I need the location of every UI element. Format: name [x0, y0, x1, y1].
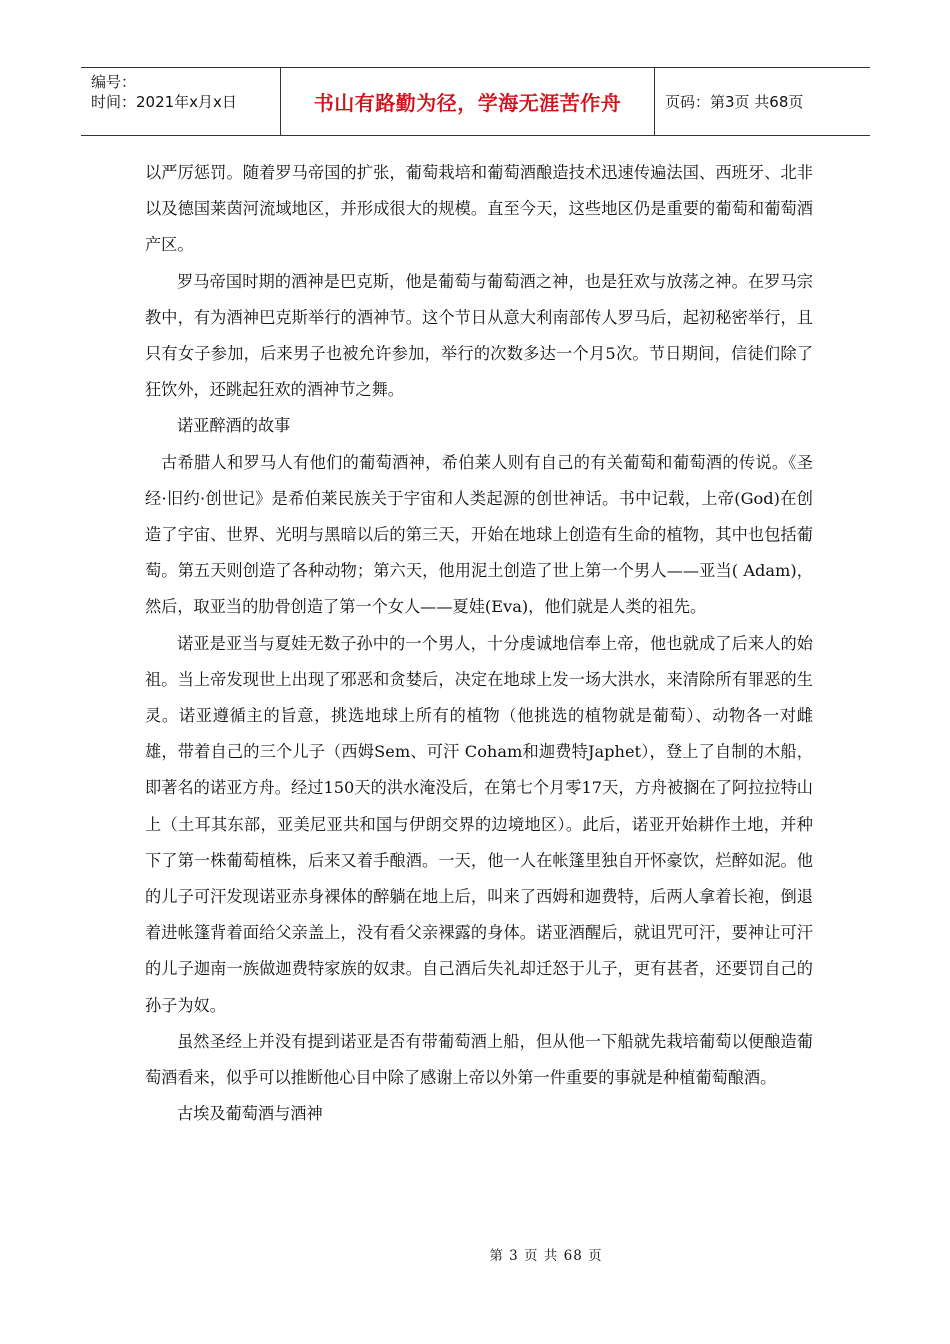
document-body [145, 155, 813, 1132]
paragraph: 虽然圣经上并没有提到诺亚是否有带葡萄酒上船，但从他一下船就先栽培葡萄以便酿造葡萄酒看来，似乎可以推断他心目中除了感谢上帝以外第一件重要的事就是种植葡萄酿酒。 [145, 1031, 813, 1088]
header-number-label: 编号： [91, 73, 137, 91]
paragraph: 以严厉惩罚。随着罗马帝国的扩张，葡萄栽培和葡萄酒酿造技术迅速传遍法国、西班牙、北非以及德国莱茵河流域地区，并形成很大的规模。直至今天，这些地区仍是重要的葡萄和葡萄酒产区。 [145, 163, 813, 255]
page-footer: 第 3 页 共 68 页 [489, 1248, 603, 1264]
paragraph: 古希腊人和罗马人有他们的葡萄酒神，希伯莱人则有自己的有关葡萄和葡萄酒的传说。《圣经·旧约·创世记》是希伯莱民族关于宇宙和人类起源的创世神话。书中记载，上帝(God)在创造了宇宙、世界、光明与黑暗以后的第三天，开始在地球上创造有生命的植物，其中也包括葡萄。第五天则创造了各种动物；第六天，他用泥土创造了世上第一个男人——亚当( Adam)，然后，取亚当的肋骨创造了第一个女人——夏娃(Eva)，他们就是人类的祖先。 [145, 452, 813, 617]
section-heading: 古埃及葡萄酒与酒神 [177, 1104, 323, 1124]
header-page-info: 页码：第3页 共68页 [665, 93, 804, 111]
paragraph: 罗马帝国时期的酒神是巴克斯，他是葡萄与葡萄酒之神，也是狂欢与放荡之神。在罗马宗教中，有为酒神巴克斯举行的酒神节。这个节日从意大利南部传人罗马后，起初秘密举行，且只有女子参加，后来男子也被允许参加，举行的次数多达一个月5次。节日期间，信徒们除了狂饮外，还跳起狂欢的酒神节之舞。 [145, 271, 813, 400]
header-meta [81, 68, 281, 135]
paragraph: 诺亚是亚当与夏娃无数子孙中的一个男人，十分虔诚地信奉上帝，他也就成了后来人的始祖。当上帝发现世上出现了邪恶和贪婪后，决定在地球上发一场大洪水，来清除所有罪恶的生灵。诺亚遵循主的旨意，挑选地球上所有的植物（他挑选的植物就是葡萄）、动物各一对雌雄，带着自己的三个儿子（西姆Sem、可汗 Coham和迦费特Japhet），登上了自制的木船，即著名的诺亚方舟。经过150天的洪水淹没后，在第七个月零17天，方舟被搁在了阿拉拉特山上（土耳其东部，亚美尼亚共和国与伊朗交界的边境地区）。此后，诺亚开始耕作土地，并种下了第一株葡萄植株，后来又着手酿酒。一天，他一人在帐篷里独自开怀豪饮，烂醉如泥。他的儿子可汗发现诺亚赤身裸体的醉躺在地上后，叫来了西姆和迦费特，后两人拿着长袍，倒退着进帐篷背着面给父亲盖上，没有看父亲裸露的身体。诺亚酒醒后，就诅咒可汗，要神让可汗的儿子迦南一族做迦费特家族的奴隶。自己酒后失礼却迁怒于儿子，更有甚者，还要罚自己的孙子为奴。 [145, 633, 813, 1015]
document-header [81, 67, 870, 136]
header-motto: 书山有路勤为径，学海无涯苦作舟 [281, 68, 655, 135]
section-heading: 诺亚醉酒的故事 [177, 416, 291, 436]
header-time-label: 时间：2021年x月x日 [91, 93, 237, 111]
